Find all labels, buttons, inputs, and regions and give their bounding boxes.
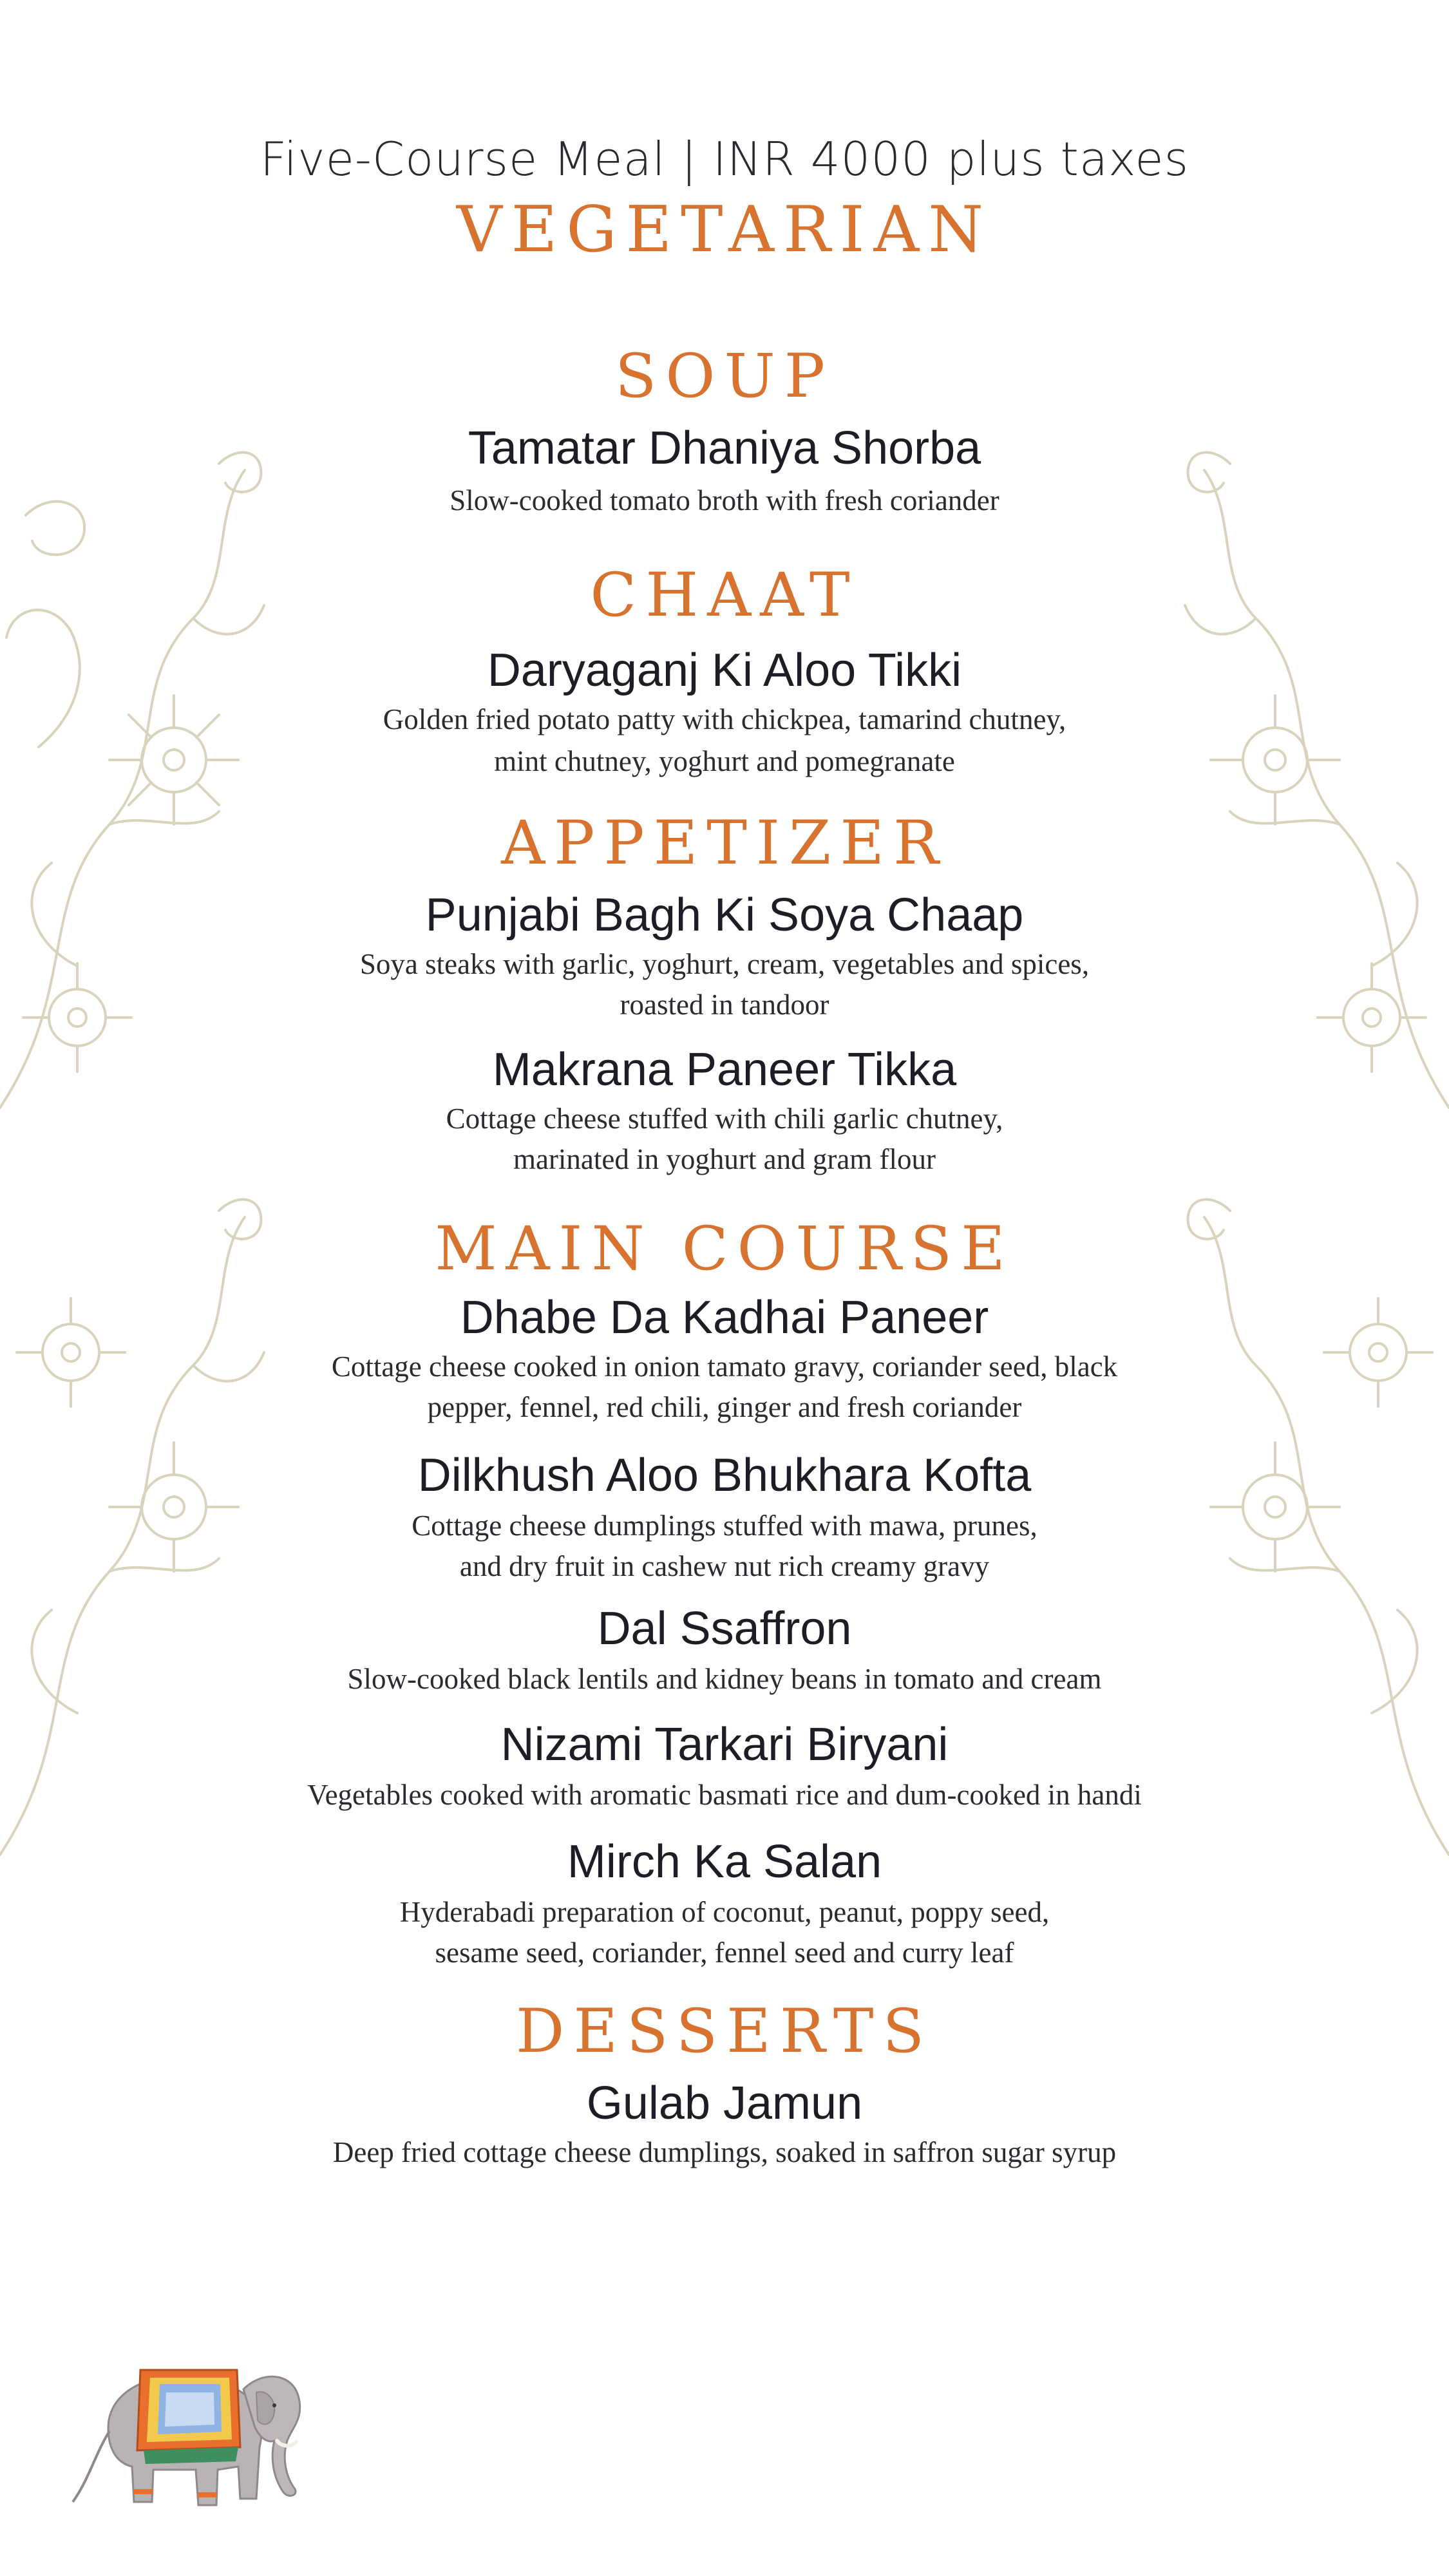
dish-desc: mint chutney, yoghurt and pomegranate xyxy=(494,745,955,777)
elephant-icon xyxy=(70,2344,327,2531)
dish-name: Dilkhush Aloo Bhukhara Kofta xyxy=(417,1450,1032,1501)
dish-name: Daryaganj Ki Aloo Tikki xyxy=(487,645,962,696)
dish-desc: Cottage cheese dumplings stuffed with mawa, prunes, xyxy=(412,1510,1037,1542)
dish-desc: and dry fruit in cashew nut rich creamy gravy xyxy=(459,1550,990,1582)
dish-desc: Vegetables cooked with aromatic basmati rice and dum-cooked in handi xyxy=(307,1779,1142,1811)
dish-desc: roasted in tandoor xyxy=(620,989,829,1021)
dish-desc: marinated in yoghurt and gram flour xyxy=(513,1143,936,1175)
dish-desc: Slow-cooked black lentils and kidney beans in tomato and cream xyxy=(347,1663,1102,1695)
section-title-desserts: DESSERTS xyxy=(516,1996,933,2067)
dish-desc: sesame seed, coriander, fennel seed and curry leaf xyxy=(435,1937,1014,1969)
dish-name: Punjabi Bagh Ki Soya Chaap xyxy=(425,889,1024,941)
dish-desc: Hyderabadi preparation of coconut, peanut, poppy seed, xyxy=(399,1896,1050,1928)
dish-desc: pepper, fennel, red chili, ginger and fresh coriander xyxy=(427,1391,1022,1423)
dish-name: Gulab Jamun xyxy=(586,2078,863,2129)
dish-name: Dhabe Da Kadhai Paneer xyxy=(460,1292,989,1343)
section-title-appetizer: APPETIZER xyxy=(501,808,948,878)
diet-title: VEGETARIAN xyxy=(457,193,992,267)
dish-desc: Cottage cheese stuffed with chili garlic chutney, xyxy=(446,1103,1003,1135)
meal-info: Five-Course Meal | INR 4000 plus taxes xyxy=(260,132,1189,186)
dish-name: Tamatar Dhaniya Shorba xyxy=(468,422,981,474)
dish-desc: Slow-cooked tomato broth with fresh coriander xyxy=(450,484,999,516)
dish-name: Mirch Ka Salan xyxy=(567,1836,882,1888)
dish-desc: Soya steaks with garlic, yoghurt, cream, vegetables and spices, xyxy=(359,948,1090,980)
dish-desc: Golden fried potato patty with chickpea, tamarind chutney, xyxy=(383,703,1066,735)
dish-name: Nizami Tarkari Biryani xyxy=(500,1719,949,1770)
section-title-chaat: CHAAT xyxy=(590,560,859,630)
section-title-main-course: MAIN COURSE xyxy=(435,1214,1014,1284)
dish-desc: Cottage cheese cooked in onion tamato gravy, coriander seed, black xyxy=(331,1350,1118,1383)
dish-desc: Deep fried cottage cheese dumplings, soaked in saffron sugar syrup xyxy=(332,2136,1117,2168)
dish-name: Dal Ssaffron xyxy=(597,1603,852,1654)
dish-name: Makrana Paneer Tikka xyxy=(492,1044,957,1095)
section-title-soup: SOUP xyxy=(615,341,834,412)
